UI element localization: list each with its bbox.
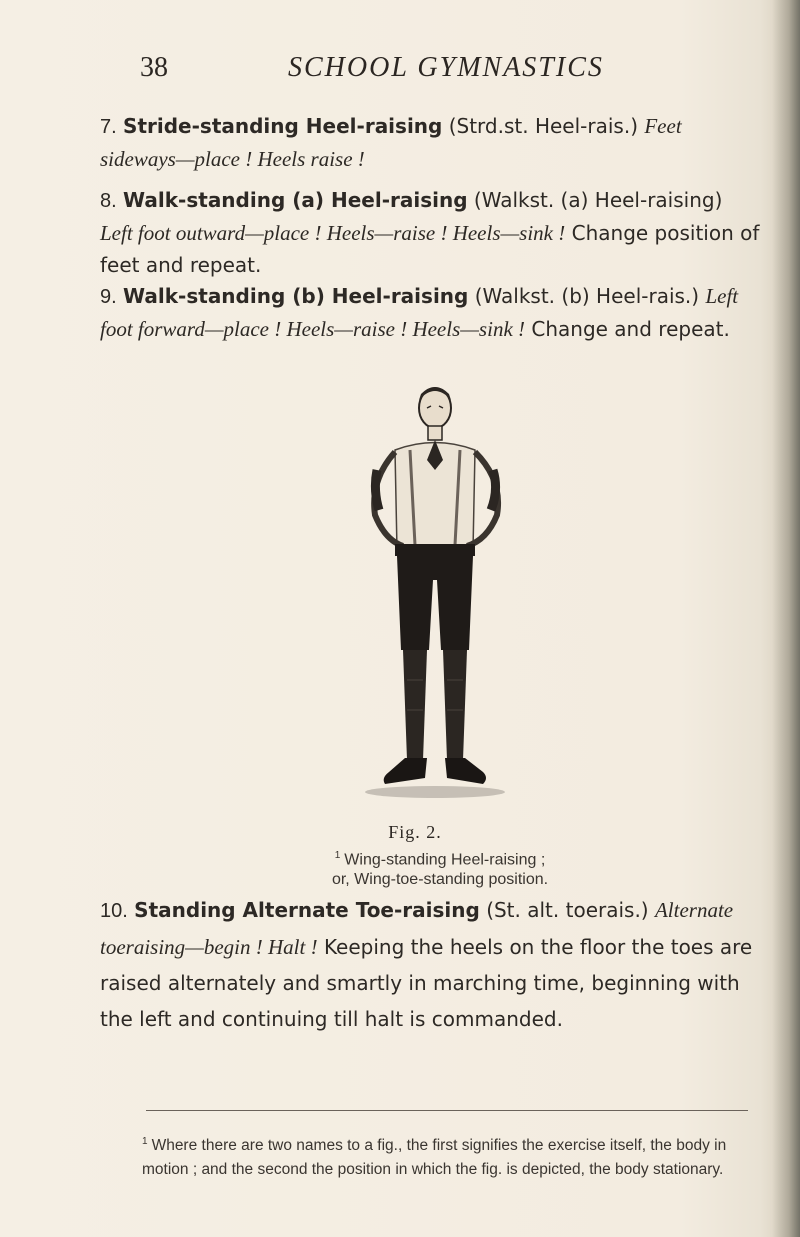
- exercise-9: [100, 280, 760, 345]
- caption-line-2: or, Wing-toe-standing position.: [331, 871, 549, 889]
- exercise-text: Change and repeat.: [531, 317, 730, 341]
- running-title: SCHOOL GYMNASTICS: [288, 52, 604, 83]
- caption-footnote-marker: 1: [334, 850, 341, 861]
- exercise-name: Standing Alternate Toe-raising: [134, 898, 480, 922]
- caption-line-1: Wing-standing Heel-raising ;: [344, 851, 546, 869]
- gymnast-illustration: [315, 380, 555, 820]
- footnote-marker: 1: [142, 1136, 148, 1147]
- exercise-number: 8.: [100, 190, 117, 212]
- figure-caption: [240, 846, 640, 890]
- exercise-name: Walk-standing (a) Heel-raising: [123, 188, 468, 212]
- exercise-10: [100, 892, 760, 1037]
- exercise-command: Feet sideways—place ! Heels raise !: [100, 114, 682, 171]
- exercise-command: Left foot outward—place ! Heels—raise ! Heels—sink !: [100, 221, 566, 245]
- footnote: [142, 1130, 762, 1182]
- exercise-number: 9.: [100, 286, 117, 308]
- exercise-abbreviation: (Strd.st. Heel-rais.): [448, 114, 638, 138]
- exercise-command: Alternate toeraising—begin ! Halt !: [100, 898, 734, 959]
- figure-label: Fig. 2.: [388, 822, 442, 842]
- page-number: 38: [140, 52, 168, 83]
- footnote-divider: [146, 1110, 748, 1111]
- exercise-text: Keeping the heels on the floor the toes are raised alternately and smartly in marching time, beginning with the left and continuing till halt is commanded.: [100, 935, 753, 1031]
- page-edge-shadow: [772, 0, 800, 1237]
- exercise-text: Change position of feet and repeat.: [100, 221, 760, 277]
- exercise-8: [100, 184, 760, 281]
- exercise-command: Left foot forward—place ! Heels—raise ! Heels—sink !: [100, 284, 739, 341]
- exercise-7: [100, 110, 760, 175]
- exercise-name: Stride-standing Heel-raising: [123, 114, 443, 138]
- exercise-number: 10.: [100, 900, 128, 922]
- exercise-name: Walk-standing (b) Heel-raising: [123, 284, 469, 308]
- exercise-abbreviation: (Walkst. (a) Heel-raising): [473, 188, 723, 212]
- footnote-text: Where there are two names to a fig., the first signifies the exercise itself, the body in motion ; and the second the position in which the fig. is depicted, the body stationary.: [142, 1137, 727, 1179]
- exercise-abbreviation: (St. alt. toerais.): [486, 898, 649, 922]
- exercise-number: 7.: [100, 116, 117, 138]
- page-header: [140, 52, 760, 92]
- gymnast-figure: [315, 380, 555, 820]
- exercise-abbreviation: (Walkst. (b) Heel-rais.): [474, 284, 700, 308]
